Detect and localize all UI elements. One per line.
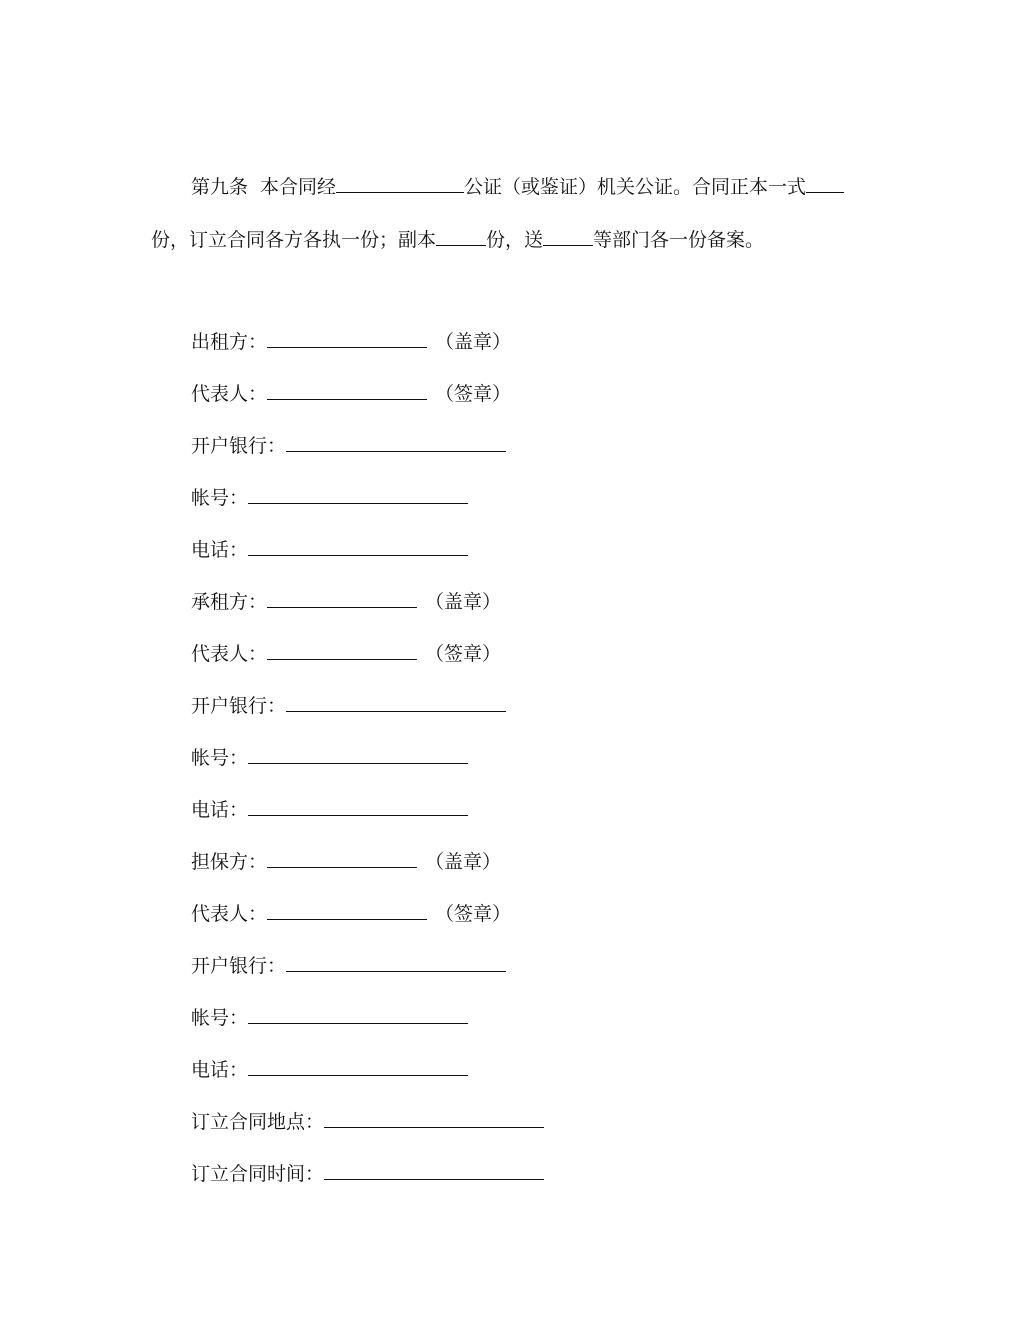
signature-note: （签章） (425, 643, 502, 665)
article-text: 等部门各一份备案。 (593, 229, 765, 251)
article-text: 公证（或鉴证）机关公证。合同正本一式 (464, 176, 807, 198)
field-label: 承租方： (191, 591, 268, 613)
seal-note: （盖章） (425, 591, 502, 613)
lessee-blank[interactable] (267, 589, 417, 608)
field-label: 订立合同时间： (191, 1163, 325, 1185)
field-label: 开户银行： (191, 695, 287, 717)
field-label: 帐号： (191, 487, 249, 509)
place-blank[interactable] (324, 1109, 544, 1128)
lessor-blank[interactable] (267, 329, 427, 348)
guarantor-phone-row (191, 1057, 468, 1082)
bank-blank[interactable] (286, 693, 506, 712)
lessor-bank-row (191, 433, 506, 458)
field-label: 开户银行： (191, 955, 287, 977)
field-label: 代表人： (191, 903, 268, 925)
field-label: 开户银行： (191, 435, 287, 457)
lessee-representative-row (191, 641, 501, 666)
field-label: 代表人： (191, 383, 268, 405)
field-label: 出租方： (191, 331, 268, 353)
field-label: 帐号： (191, 1007, 249, 1029)
field-label: 帐号： (191, 747, 249, 769)
guarantor-bank-row (191, 953, 506, 978)
article-9-line-2 (151, 227, 764, 252)
bank-blank[interactable] (286, 953, 506, 972)
representative-blank[interactable] (267, 381, 427, 400)
account-blank[interactable] (248, 485, 468, 504)
guarantor-blank[interactable] (267, 849, 417, 868)
notary-blank[interactable] (336, 174, 464, 193)
field-label: 电话： (191, 1059, 249, 1081)
article-text: 本合同经 (260, 176, 337, 198)
lessee-row (191, 589, 501, 614)
lessor-account-row (191, 485, 468, 510)
lessee-phone-row (191, 797, 468, 822)
copies-blank[interactable] (806, 174, 844, 193)
article-9-line-1 (191, 174, 844, 199)
seal-note: （盖章） (435, 331, 512, 353)
field-label: 担保方： (191, 851, 268, 873)
phone-blank[interactable] (248, 1057, 468, 1076)
lessee-bank-row (191, 693, 506, 718)
account-blank[interactable] (248, 745, 468, 764)
lessor-phone-row (191, 537, 468, 562)
phone-blank[interactable] (248, 537, 468, 556)
phone-blank[interactable] (248, 797, 468, 816)
field-label: 代表人： (191, 643, 268, 665)
guarantor-representative-row (191, 901, 511, 926)
guarantor-account-row (191, 1005, 468, 1030)
duplicate-count-blank[interactable] (436, 227, 486, 246)
representative-blank[interactable] (267, 901, 427, 920)
field-label: 电话： (191, 539, 249, 561)
bank-blank[interactable] (286, 433, 506, 452)
article-text: 份，订立合同各方各执一份；副本 (151, 229, 437, 251)
lessee-account-row (191, 745, 468, 770)
contract-date-row (191, 1161, 544, 1186)
article-number: 第九条 (191, 176, 249, 198)
field-label: 订立合同地点： (191, 1111, 325, 1133)
representative-blank[interactable] (267, 641, 417, 660)
article-text: 份，送 (486, 229, 544, 251)
signature-note: （签章） (435, 903, 512, 925)
guarantor-row (191, 849, 501, 874)
contract-place-row (191, 1109, 544, 1134)
seal-note: （盖章） (425, 851, 502, 873)
department-blank[interactable] (543, 227, 593, 246)
lessor-representative-row (191, 381, 511, 406)
account-blank[interactable] (248, 1005, 468, 1024)
field-label: 电话： (191, 799, 249, 821)
lessor-row (191, 329, 511, 354)
signature-note: （签章） (435, 383, 512, 405)
date-blank[interactable] (324, 1161, 544, 1180)
